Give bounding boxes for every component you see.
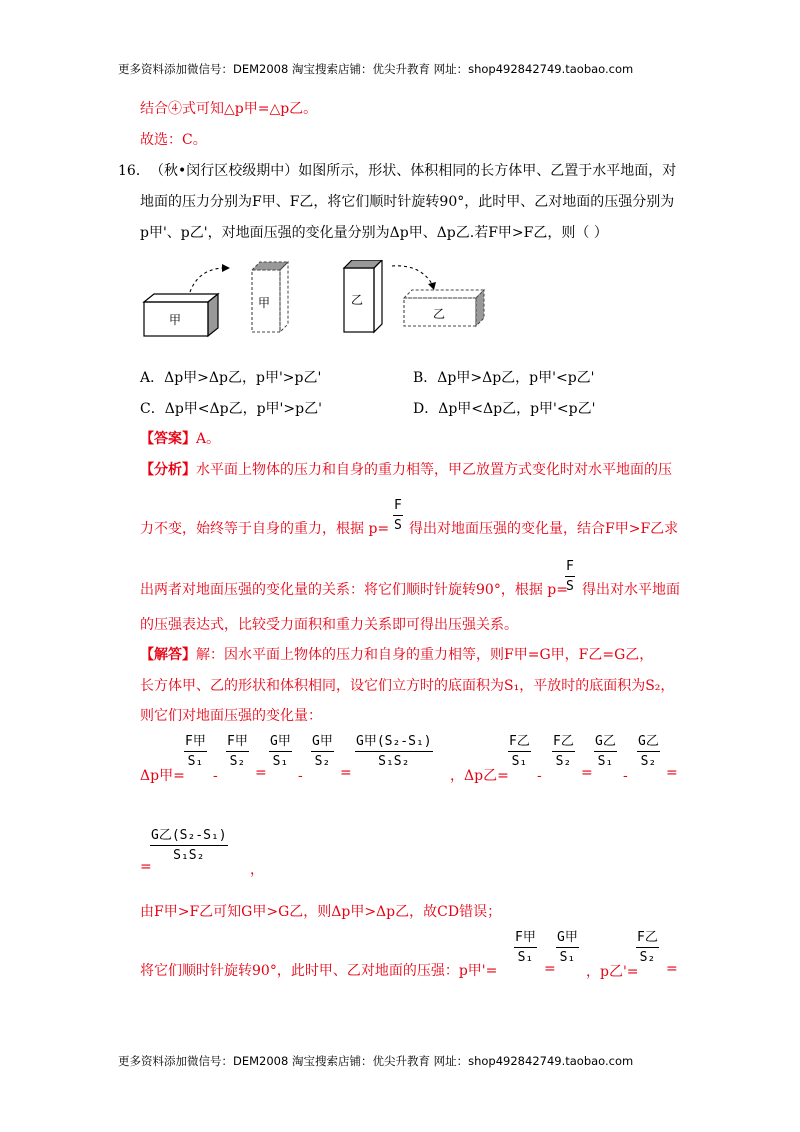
frac-num: G乙 xyxy=(595,734,616,749)
equals-sign: = xyxy=(666,765,678,781)
option-c: C．Δp甲<Δp乙，p甲'>p乙' xyxy=(140,401,322,417)
frac-den: S₂ xyxy=(639,950,656,965)
frac-p-jia-2 xyxy=(556,929,579,966)
frac-num: G乙(S₂-S₁) xyxy=(151,828,227,843)
question-line1: （秋•闵行区校级期中）如图所示，形状、体积相同的长方体甲、乙置于水平地面，对 xyxy=(150,163,677,179)
frac-yi-3 xyxy=(594,733,617,770)
frac-jia-5 xyxy=(355,733,433,770)
frac-den: S₂ xyxy=(555,754,572,769)
frac-den: S₁ xyxy=(517,950,534,965)
analysis-line3a: 出两者对地面压强的变化量的关系：将它们顺时针旋转90°，根据 p= xyxy=(140,582,568,598)
option-d: D．Δp甲<Δp乙，p甲'<p乙' xyxy=(413,401,596,417)
page-header: 更多资料添加微信号：DEM2008 淘宝搜索店铺：优尖升教育 网址：shop492842749.taobao.com xyxy=(118,62,634,76)
solution-conclusion: 由F甲>F乙可知G甲>G乙，则Δp甲>Δp乙，故CD错误； xyxy=(140,904,502,920)
frac-den: S₂ xyxy=(314,754,331,769)
frac-den: S₁S₂ xyxy=(378,754,410,769)
analysis-line2a: 力不变，始终等于自身的重力，根据 p= xyxy=(140,521,390,537)
solution-line1 xyxy=(140,645,653,665)
answer-tag: 【答案】 xyxy=(140,431,196,447)
question-line3: p甲'、p乙'，对地面压强的变化量分别为Δp甲、Δp乙.若F甲>F乙，则（ ） xyxy=(140,225,608,241)
minus-sign: - xyxy=(623,768,628,784)
analysis-tag: 【分析】 xyxy=(140,462,196,478)
equals-sign: = xyxy=(255,765,267,781)
frac-num: F乙 xyxy=(509,734,530,749)
equals-sign: = xyxy=(666,961,678,977)
dp-yi-label: ，Δp乙= xyxy=(450,768,509,784)
equals-sign: = xyxy=(340,765,352,781)
frac-den: S₂ xyxy=(229,754,246,769)
dp-jia-label: Δp甲= xyxy=(140,768,185,784)
question-line2: 地面的压力分别为F甲、F乙，将它们顺时针旋转90°，此时甲、乙对地面的压强分别为 xyxy=(140,194,675,210)
minus-sign: - xyxy=(298,768,303,784)
fraction-numerator: F xyxy=(566,559,574,574)
analysis-text1: 水平面上物体的压力和自身的重力相等，甲乙放置方式变化时对水平地面的压 xyxy=(196,462,672,478)
frac-den: S₁ xyxy=(272,754,289,769)
frac-den: S₁ xyxy=(187,754,204,769)
frac-jia-1 xyxy=(184,733,207,770)
frac-p-yi-1 xyxy=(636,929,659,966)
fraction-numerator: F xyxy=(394,498,402,513)
label-yi-flat: 乙 xyxy=(433,307,446,321)
frac-num: G甲 xyxy=(312,734,333,749)
frac-den: S₂ xyxy=(640,754,657,769)
p-yi-label: ，p乙'= xyxy=(586,964,639,980)
label-jia-flat: 甲 xyxy=(169,313,182,327)
minus-sign: - xyxy=(213,768,218,784)
frac-num: F乙 xyxy=(553,734,574,749)
equals-sign: = xyxy=(581,765,593,781)
minus-sign: - xyxy=(537,768,542,784)
solution-text1: 解：因水平面上物体的压力和自身的重力相等，则F甲=G甲，F乙=G乙， xyxy=(196,647,654,663)
fraction-denominator: S xyxy=(394,518,402,533)
analysis-fraction-1 xyxy=(393,497,403,534)
frac-den: S₁ xyxy=(559,950,576,965)
analysis-line4: 的压强表达式，比较受力面积和重力关系即可得出压强关系。 xyxy=(140,617,518,633)
frac-num: F甲 xyxy=(515,930,536,945)
analysis-line1 xyxy=(140,460,672,480)
frac-yi-1 xyxy=(508,733,531,770)
analysis-line2b: 得出对地面压强的变化量，结合F甲>F乙求 xyxy=(409,521,679,537)
analysis-line3b: 得出对水平地面 xyxy=(582,582,680,598)
solution-line3: 则它们对地面压强的变化量： xyxy=(140,708,322,724)
equals-sign: = xyxy=(544,961,556,977)
frac-num: F甲 xyxy=(227,734,248,749)
trailing-comma: ， xyxy=(250,862,264,878)
equals-sign: = xyxy=(140,859,152,875)
label-yi-upright: 乙 xyxy=(351,293,364,307)
prev-answer-line1: 结合④式可知△p甲=△p乙。 xyxy=(140,101,318,117)
frac-den: S₁ xyxy=(511,754,528,769)
frac-num: G甲 xyxy=(557,930,578,945)
frac-jia-3 xyxy=(269,733,292,770)
answer-line xyxy=(140,429,220,449)
frac-num: G甲(S₂-S₁) xyxy=(356,734,432,749)
solution-tag: 【解答】 xyxy=(140,647,196,663)
page-footer: 更多资料添加微信号：DEM2008 淘宝搜索店铺：优尖升教育 网址：shop492842749.taobao.com xyxy=(118,1054,634,1068)
fraction-denominator: S xyxy=(566,579,574,594)
option-a: A．Δp甲>Δp乙，p甲'>p乙' xyxy=(140,370,322,386)
frac-jia-2 xyxy=(226,733,249,770)
analysis-fraction-2 xyxy=(565,558,575,595)
frac-den: S₁S₂ xyxy=(173,848,205,863)
frac-num: G乙 xyxy=(638,734,659,749)
frac-jia-4 xyxy=(311,733,334,770)
frac-p-jia-1 xyxy=(514,929,537,966)
option-b: B．Δp甲>Δp乙，p甲'<p乙' xyxy=(413,370,595,386)
figure-drawing xyxy=(140,260,500,340)
frac-den: S₁ xyxy=(597,754,614,769)
frac-num: F乙 xyxy=(637,930,658,945)
frac-yi-2 xyxy=(552,733,575,770)
label-jia-upright: 甲 xyxy=(258,296,271,310)
solution-rotate: 将它们顺时针旋转90°，此时甲、乙对地面的压强：p甲'= xyxy=(140,963,498,979)
frac-num: F甲 xyxy=(185,734,206,749)
frac-yi-result xyxy=(150,827,228,864)
answer-value: A。 xyxy=(196,431,221,447)
frac-num: G甲 xyxy=(270,734,291,749)
frac-yi-4 xyxy=(637,733,660,770)
prev-answer-line2: 故选：C。 xyxy=(140,132,207,148)
solution-line2: 长方体甲、乙的形状和体积相同，设它们立方时的底面积为S₁，平放时的底面积为S₂， xyxy=(140,678,675,694)
question-number: 16． xyxy=(118,163,150,179)
